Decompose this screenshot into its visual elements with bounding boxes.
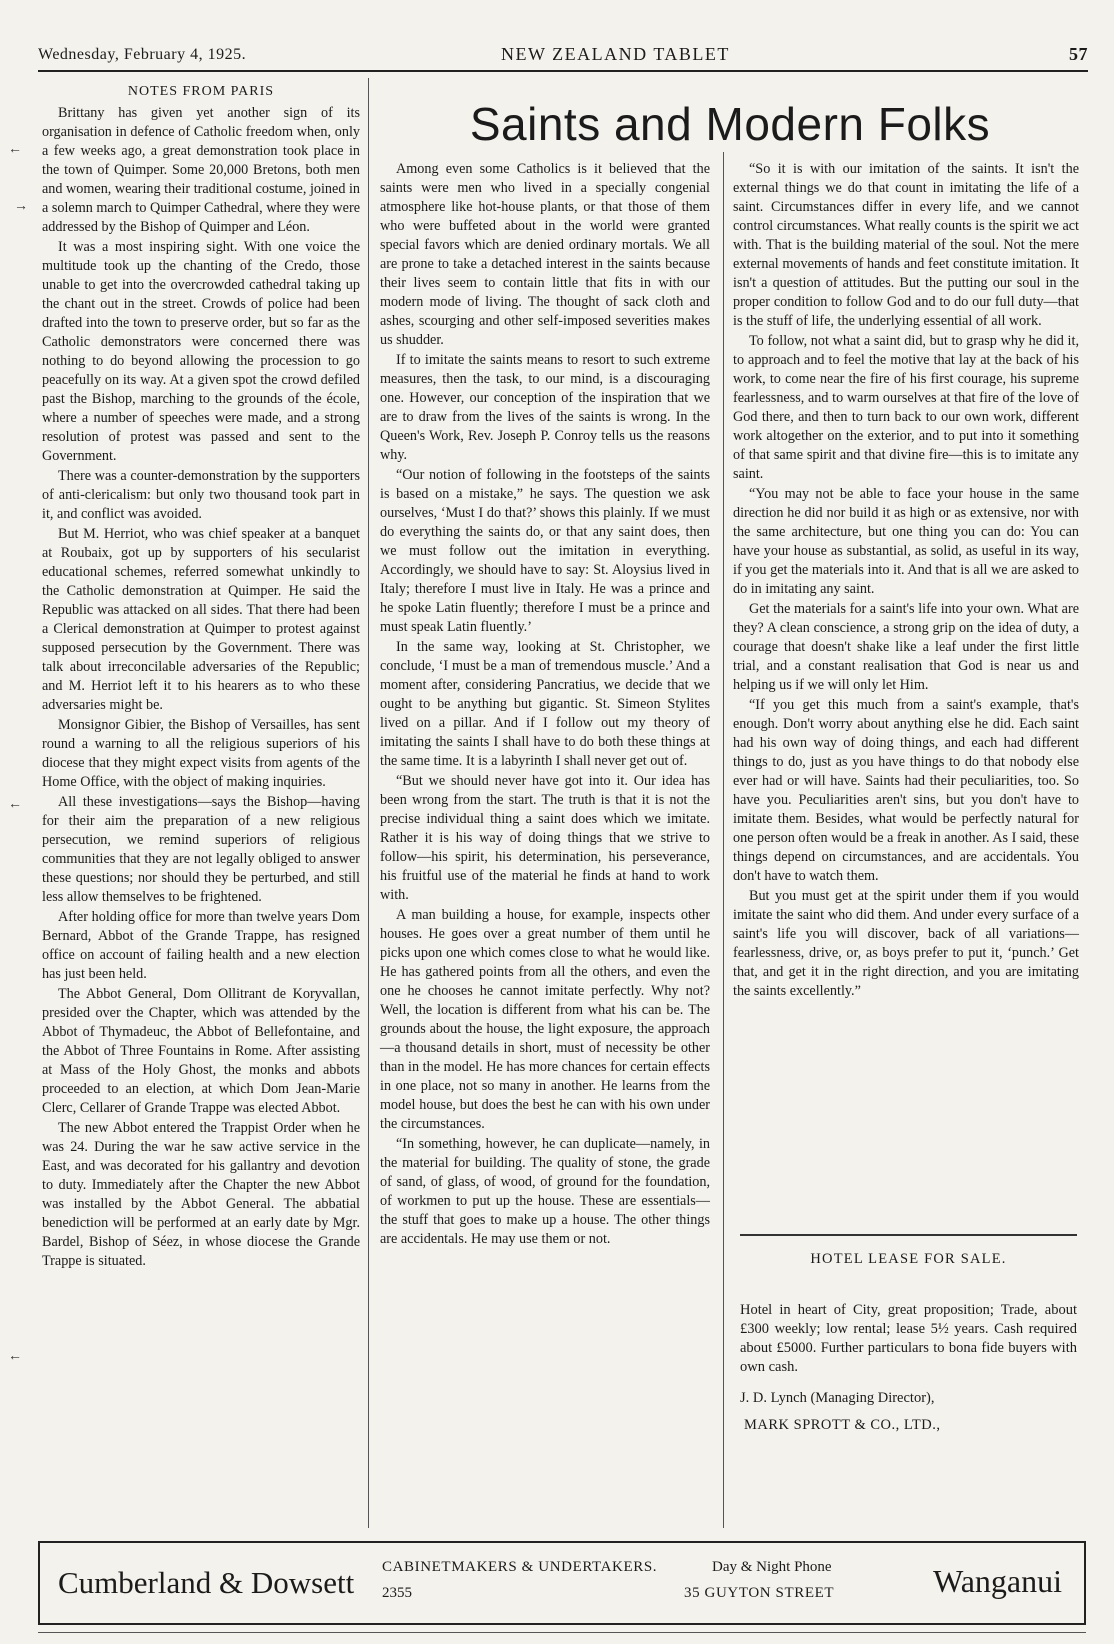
saints-paragraph: “If you get this much from a saint's example, that's enough. Don't worry about anything else he did. Each saint had his own way of doing things, and each had different things to do, just as you have things to do that nobody else ever had or will have. Saints had their peculiarities, too. So have you. Peculiarities aren't sins, but you don't have to imitate them. Besides, what would be perfectly natural for one person often would be a freak in another. As I said, these things depend on circumstances, and are accidentals. You don't have to watch them. [733,697,1079,884]
saints-paragraph: “But we should never have got into it. Our idea has been wrong from the start. The truth is that it is not the precise individual thing a saint does which we imitate. Rather it is his way of doing things that we strive to follow—his spirit, his determination, his perseverance, his fruitful use of the material he finds at hand to work with. [380,773,710,903]
saints-paragraph: If to imitate the saints means to resort to such extreme measures, then the task, to our mind, is a discouraging one. However, our conception of the inspiration that we are to draw from the lives of the saints is wrong. In the Queen's Work, Rev. Joseph P. Conroy tells us the reasons why. [380,352,710,463]
notes-paragraph: Brittany has given yet another sign of its organisation in defence of Catholic freedom when, only a few weeks ago, a great demonstration took place in the town of Quimper. Some 20,000 Bretons, both men and women, wearing their traditional costume, joined in a solemn march to Quimper Cathedral, where they were addressed by the Bishop of Quimper and Léon. [42,105,360,235]
notes-paragraph: After holding office for more than twelve years Dom Bernard, Abbot of the Grande Trappe, has resigned office on account of failing health and a new election has just been held. [42,909,360,982]
footer-phone-label: Day & Night Phone [712,1559,832,1575]
notes-title: NOTES FROM PARIS [127,84,275,99]
margin-arrow-icon: ← [8,797,22,812]
saints-paragraph: To follow, not what a saint did, but to grasp why he did it, to approach and to feel the motive that lay at the back of his work, to come near the fire of his first courage, his supreme fearlessness, and to warm ourselves at that fire of the love of God there, and then to turn back to our own work, different work altogether on the exterior, and to put into it something of that same spirit and that divine fire—this is to imitate any saint. [733,333,1079,482]
notes-paragraph: There was a counter-demonstration by the supporters of anti-clericalism: but only two thousand took part in it, and conflict was avoided. [42,468,360,522]
notes-paragraph: It was a most inspiring sight. With one voice the multitude took up the chanting of the Credo, those unable to get into the overcrowded cathedral taking up the chant out in the street. Crowds of police had been drafted into the town to preserve order, but so far as the Catholic demonstrators were concerned there was nothing to do beyond allowing the procession to go peacefully on its way. At a given spot the crowd defiled past the Bishop, marching to the grounds of the école, where a number of speeches were made, and a strong resolution of protest was passed and sent to the Government. [42,239,360,464]
margin-arrow-icon: ← [8,142,22,157]
footer-phone-number: 2355 [382,1585,412,1601]
margin-arrow-icon: → [14,199,28,214]
publication-title: NEW ZEALAND TABLET [501,44,730,64]
notes-paragraph: Monsignor Gibier, the Bishop of Versailles, has sent round a warning to all the religious superiors of his diocese that they might expect visits from agents of the Home Office, with the object of making inquiries. [42,717,360,790]
saints-column-2 [733,160,1079,1002]
saints-paragraph: “In something, however, he can duplicate—namely, in the material for building. The quality of stone, the grade of sand, of glass, of wood, of ground for the foundation, of workmen to put up the house. These are essentials—the stuff that goes to make up a house. The other things are accidentals. He may use them or not. [380,1136,710,1247]
footer-street: 35 GUYTON STREET [684,1585,835,1601]
footer-advert [38,1541,1086,1625]
advert-rule [740,1234,1077,1236]
saints-paragraph: A man building a house, for example, inspects other houses. He goes over a great number of them until he picks upon one which comes close to what he would like. He has gathered points from all the others, and even the one he chooses he cannot imitate perfectly. Why not? Well, the location is different from what his can be. The grounds about the house, the light exposure, the approach—a thousand details in short, must of necessity be other than in the model. He has more chances for certain effects in one place, not so many in another. He learns from the model house, but does the best he can with his own under the circumstances. [380,907,710,1132]
issue-date: Wednesday, February 4, 1925. [38,46,247,63]
footer-trade: CABINETMAKERS & UNDERTAKERS. [382,1559,658,1575]
footer-business-name: Cumberland & Dowsett [58,1565,355,1600]
saints-paragraph: “So it is with our imitation of the saints. It isn't the external things we do that count in imitating the life of a saint. Circumstances differ in every life, and we cannot control circumstances. What really counts is the spirit we act with. That is the building material of the soul. Not the mere external movements of hands and feet constitute imitation. It isn't a question of attitudes. But the putting our soul in the proper condition to follow God and to do our full duty—that is the stuff of life, the underlying essential of all work. [733,161,1079,329]
notes-paragraph: The new Abbot entered the Trappist Order when he was 24. During the war he saw active service in the East, and was decorated for his gallantry and devotion to duty. Immediately after the Chapter the new Abbot was installed by the Abbot General. The abbatial benediction will be performed at an early date by Mgr. Bardel, Bishop of Séez, in whose diocese the Grande Trappe is situated. [42,1120,360,1269]
column-divider [723,152,724,1528]
notes-from-paris-column [42,82,360,1272]
notes-paragraph: The Abbot General, Dom Ollitrant de Koryvallan, presided over the Chapter, which was attended by the Abbot of Thymadeuc, the Abbot of Bellefontaine, and the Abbot of Three Fountains in Rome. After assisting at Mass of the Holy Ghost, the monks and abbots proceeded to an election, at which Dom Jean-Marie Clerc, Cellarer of Grande Trappe was elected Abbot. [42,986,360,1116]
advert-contact: J. D. Lynch (Managing Director), [740,1390,935,1406]
saints-paragraph: “Our notion of following in the footsteps of the saints is based on a mistake,” he says. The question we ask ourselves, ‘Must I do that?’ shows this plainly. If we must do everything the saints do, or that any saint does, then we must follow out the imitation in everything. Accordingly, we should have to say: St. Aloysius lived in Italy; therefore I must live in Italy. He was a prince and he spoke Latin fluently; therefore I must be a prince and must speak Latin fluently.’ [380,467,710,635]
page-number: 57 [1069,44,1088,64]
footer-rule [38,1632,1086,1633]
notes-paragraph: All these investigations—says the Bishop—having for their aim the preparation of a new religious persecution, we remind superiors of religious communities that they are not legally obliged to answer these questions; nor should they be perturbed, and still less allow themselves to be frightened. [42,794,360,905]
saints-column-1 [380,160,710,1250]
saints-paragraph: “You may not be able to face your house in the same direction he did nor build it as high or as extensive, nor with the same architecture, but one thing you can do: You can have your house as substantial, as solid, as useful in its way, if you get the materials into it. And that is all we are asked to do in imitating any saint. [733,486,1079,597]
article-headline: Saints and Modern Folks [469,98,991,150]
notes-paragraph: But M. Herriot, who was chief speaker at a banquet at Roubaix, got up by supporters of his secularist educational schemes, referred somewhat unkindly to the Catholic demonstration at Quimper. He said the Republic was attacked on all sides. That there had been a Clerical demonstration at Quimper to protest against supposed persecution by the Government. There was talk about irreconcilable adversaries of the Republic; and M. Herriot left it to his hearers as to who these adversaries might be. [42,526,360,713]
saints-paragraph: But you must get at the spirit under them if you would imitate the saint who did them. And under every surface of a saint's life you will discover, back of all variations—fearlessness, drive, or, as boys prefer to put it, ‘punch.’ Get that, and get it in the right direction, and you are imitating the saints excellently.” [733,888,1079,999]
footer-city: Wanganui [933,1563,1062,1599]
margin-arrow-icon: ← [8,1349,22,1364]
header-rule [38,70,1088,72]
advert-body: Hotel in heart of City, great proposition; Trade, about £300 weekly; low rental; lease 5½ years. Cash required about £5000. Further particulars to bona fide buyers with own cash. [740,1302,1077,1375]
hotel-lease-advert [740,1250,1077,1435]
advert-company: MARK SPROTT & CO., LTD., [744,1417,941,1433]
saints-paragraph: Among even some Catholics is it believed that the saints were men who lived in a specially congenial atmosphere like hot-house plants, or that those of them who were buffeted about in the world were granted special favors which are denied ordinary mortals. We all are prone to take a detached interest in the saints because their lives seem to contain little that fits in with our modern mode of living. The thought of sack cloth and ashes, scourging and other self-imposed severities makes us shudder. [380,161,710,348]
saints-paragraph: Get the materials for a saint's life into your own. What are they? A clean conscience, a strong grip on the idea of duty, a courage that doesn't shake like a leaf under the first little trial, and a constant realisation that God is near us and helping us if we will only let Him. [733,601,1079,693]
page-header [38,40,1088,70]
saints-paragraph: In the same way, looking at St. Christopher, we conclude, ‘I must be a man of tremendous muscle.’ And a moment after, considering Pancratius, we decide that we ought to be anything but gigantic. St. Simeon Stylites lived on a pillar. And if I follow out my theory of imitating the saints I shall have to do both these things at the same time. It is a labyrinth I shall never get out of. [380,639,710,769]
column-divider [368,78,369,1528]
advert-title: HOTEL LEASE FOR SALE. [810,1251,1007,1267]
